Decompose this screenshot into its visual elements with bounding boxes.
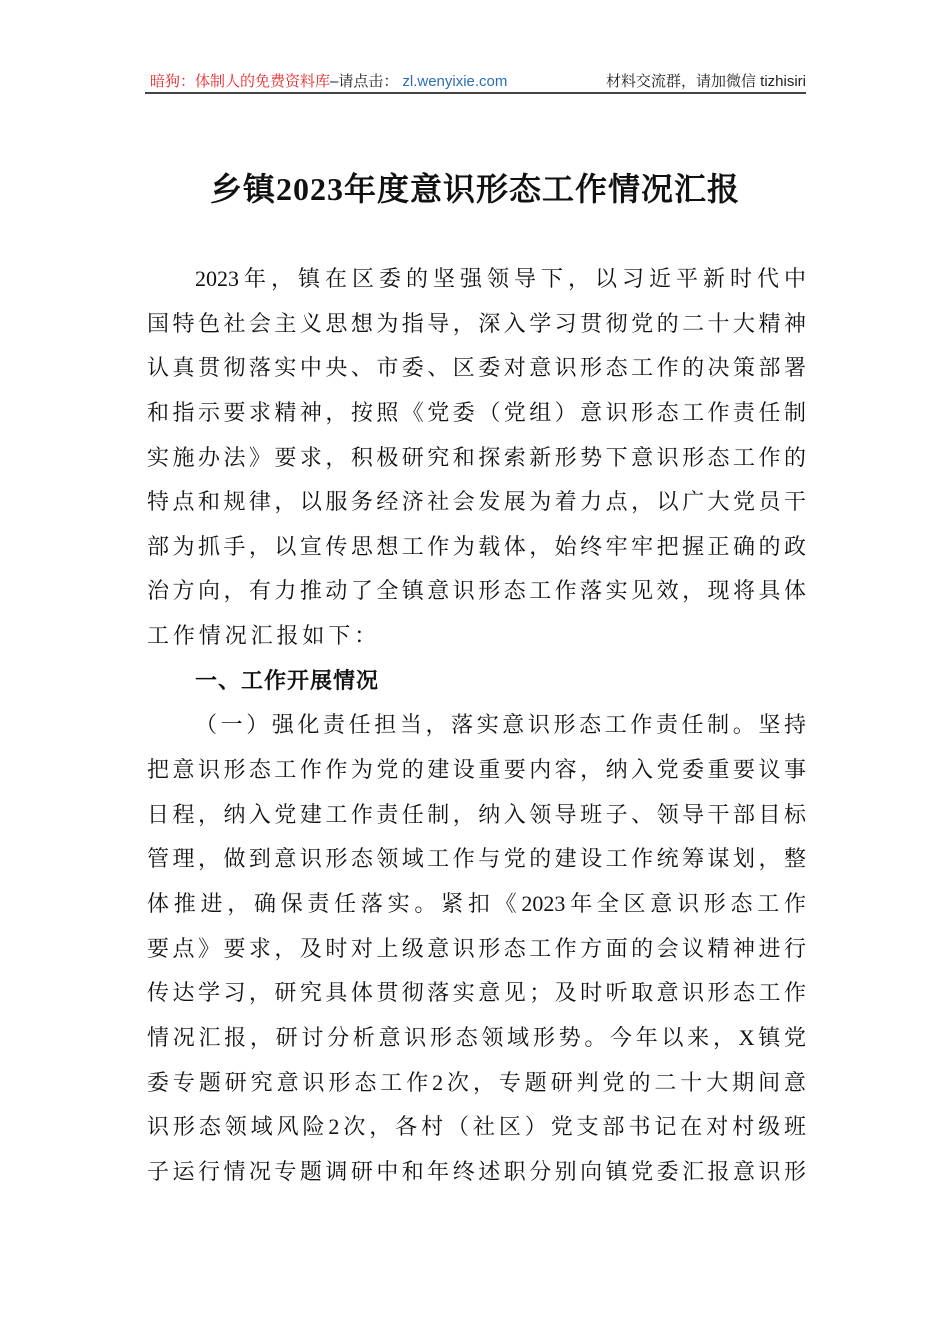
- header-contact: 材料交流群，请加微信 tizhisiri: [605, 73, 806, 90]
- header-click-label: –请点击：: [330, 73, 399, 90]
- paragraph-line: 委专题研究意识形态工作2次，专题研判党的二十大期间意: [147, 1069, 806, 1095]
- paragraph-line: 识形态领域风险2次，各村（社区）党支部书记在对村级班: [147, 1114, 806, 1140]
- paragraph-line: 特点和规律，以服务经济社会发展为着力点，以广大党员干: [147, 489, 806, 515]
- document-body: [147, 257, 806, 1194]
- paragraph-line: 体推进，确保责任落实。紧扣《2023年全区意识形态工作: [147, 890, 806, 916]
- paragraph-line: 国特色社会主义思想为指导，深入学习贯彻党的二十大精神: [147, 310, 806, 336]
- header-watermark: 暗狗：体制人的免费资料库: [150, 73, 331, 90]
- paragraph-line: 传达学习，研究具体贯彻落实意见；及时听取意识形态工作: [147, 980, 806, 1006]
- paragraph-line: 2023年，镇在区委的坚强领导下，以习近平新时代中: [195, 266, 806, 291]
- paragraph-line: 情况汇报，研讨分析意识形态领域形势。今年以来，X镇党: [147, 1024, 806, 1050]
- paragraph-line: 治方向，有力推动了全镇意识形态工作落实见效，现将具体: [147, 578, 806, 604]
- paragraph-line: 要点》要求，及时对上级意识形态工作方面的会议精神进行: [147, 935, 806, 961]
- paragraph-line: 日程，纳入党建工作责任制，纳入领导班子、领导干部目标: [147, 801, 806, 827]
- header-link[interactable]: zl.wenyixie.com: [402, 73, 508, 90]
- header-rule: [145, 92, 806, 94]
- section-heading: 一、工作开展情况: [195, 667, 380, 693]
- paragraph-line: 管理，做到意识形态领域工作与党的建设工作统筹谋划，整: [147, 846, 806, 872]
- paragraph-line: 把意识形态工作作为党的建设重要内容，纳入党委重要议事: [147, 757, 806, 783]
- paragraph-line: 工作情况汇报如下：: [147, 623, 381, 649]
- page-header: [150, 70, 806, 91]
- paragraph-line: 实施办法》要求，积极研究和探索新形势下意识形态工作的: [147, 444, 806, 470]
- paragraph-line: （一）强化责任担当，落实意识形态工作责任制。坚持: [195, 712, 806, 738]
- paragraph-line: 和指示要求精神，按照《党委（党组）意识形态工作责任制: [147, 399, 806, 425]
- document-title: 乡镇2023年度意识形态工作情况汇报: [209, 171, 740, 207]
- paragraph-line: 子运行情况专题调研中和年终述职分别向镇党委汇报意识形: [147, 1158, 806, 1184]
- paragraph-line: 部为抓手，以宣传思想工作为载体，始终牢牢把握正确的政: [147, 533, 806, 559]
- paragraph-line: 认真贯彻落实中央、市委、区委对意识形态工作的决策部署: [147, 355, 806, 381]
